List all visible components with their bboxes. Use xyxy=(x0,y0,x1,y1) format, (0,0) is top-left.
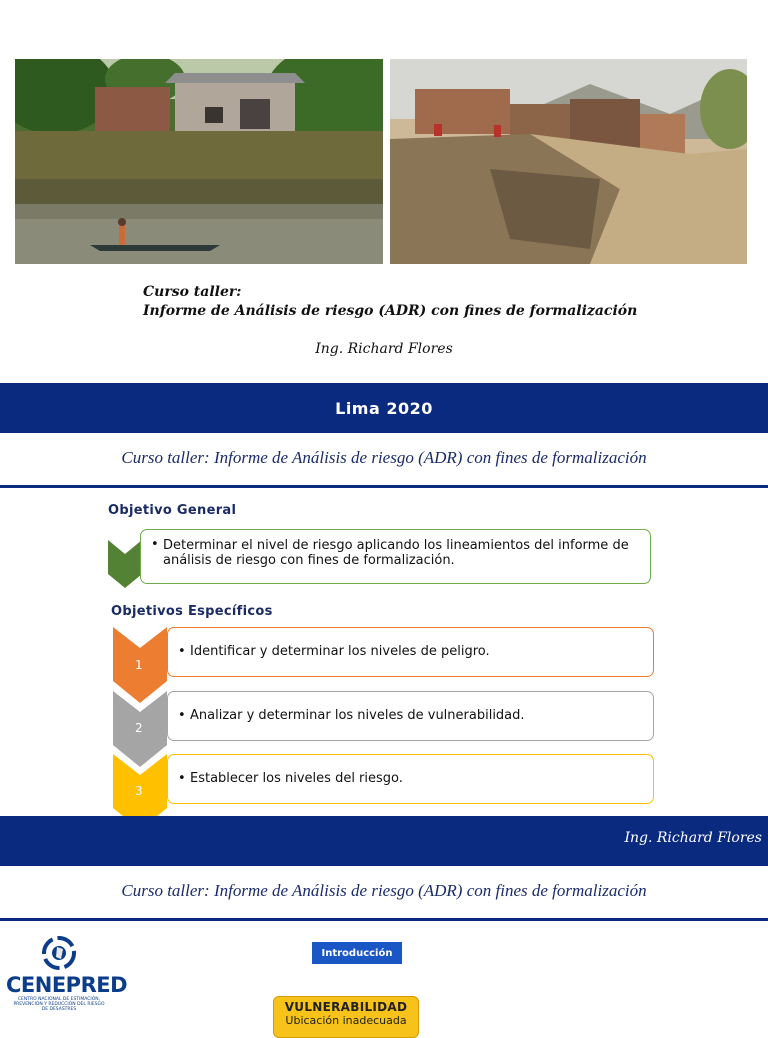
specific-objective-1-text: Identificar y determinar los niveles de peligro. xyxy=(190,644,490,659)
step-1-number: 1 xyxy=(135,658,143,672)
cover-author: Ing. Richard Flores xyxy=(315,341,453,357)
general-objective-text: Determinar el nivel de riesgo aplicando los lineamientos del informe de análisis de riesgo con fines de formalización. xyxy=(163,538,629,568)
logo-subtitle-2: PREVENCIÓN Y REDUCCIÓN DEL RIESGO xyxy=(13,1002,105,1007)
cover-footer-band xyxy=(0,383,768,433)
specific-objective-3-box xyxy=(167,754,654,804)
green-chevron-icon xyxy=(108,540,142,588)
slide3-header-rule xyxy=(0,918,768,921)
slide2-header: Curso taller: Informe de Análisis de riesgo (ADR) con fines de formalización xyxy=(121,448,647,467)
logo-name: CENEPRED xyxy=(6,973,128,997)
step-3-number: 3 xyxy=(135,784,143,798)
cover-title-block xyxy=(143,283,637,321)
logo-subtitle-1: CENTRO NACIONAL DE ESTIMACIÓN, xyxy=(17,997,101,1002)
specific-objectives-heading: Objetivos Específicos xyxy=(111,604,273,619)
general-objective-heading: Objetivo General xyxy=(108,503,237,518)
place-year: Lima 2020 xyxy=(335,398,433,418)
bullet-icon: • xyxy=(178,708,186,723)
step-2-number: 2 xyxy=(135,721,143,735)
river-house-photo xyxy=(15,59,383,264)
specific-objective-2-text: Analizar y determinar los niveles de vulnerabilidad. xyxy=(190,708,525,723)
footer-author: Ing. Richard Flores xyxy=(624,830,762,846)
bullet-icon: • xyxy=(151,537,159,552)
cenepred-logo xyxy=(6,935,128,1012)
logo-subtitle-3: DE DESASTRES xyxy=(41,1007,77,1012)
vulnerability-box xyxy=(273,996,419,1038)
bullet-icon: • xyxy=(178,771,186,786)
section-tag: Introducción xyxy=(312,942,402,964)
slide2-header-rule xyxy=(0,485,768,488)
bullet-icon: • xyxy=(178,644,186,659)
vulnerability-title: VULNERABILIDAD xyxy=(284,1000,408,1014)
slide3-header: Curso taller: Informe de Análisis de riesgo (ADR) con fines de formalización xyxy=(121,881,647,900)
specific-objective-2-box xyxy=(167,691,654,741)
slide2-footer-band xyxy=(0,816,768,866)
vulnerability-subtitle: Ubicación inadecuada xyxy=(285,1014,407,1027)
cenepred-emblem-icon xyxy=(41,935,77,971)
specific-objective-3-text: Establecer los niveles del riesgo. xyxy=(190,771,403,786)
general-objective-box xyxy=(140,529,651,584)
course-label: Curso taller: xyxy=(143,284,242,300)
cliff-houses-photo xyxy=(390,59,747,264)
course-title: Informe de Análisis de riesgo (ADR) con fines de formalización xyxy=(143,303,638,319)
specific-objective-1-box xyxy=(167,627,654,677)
